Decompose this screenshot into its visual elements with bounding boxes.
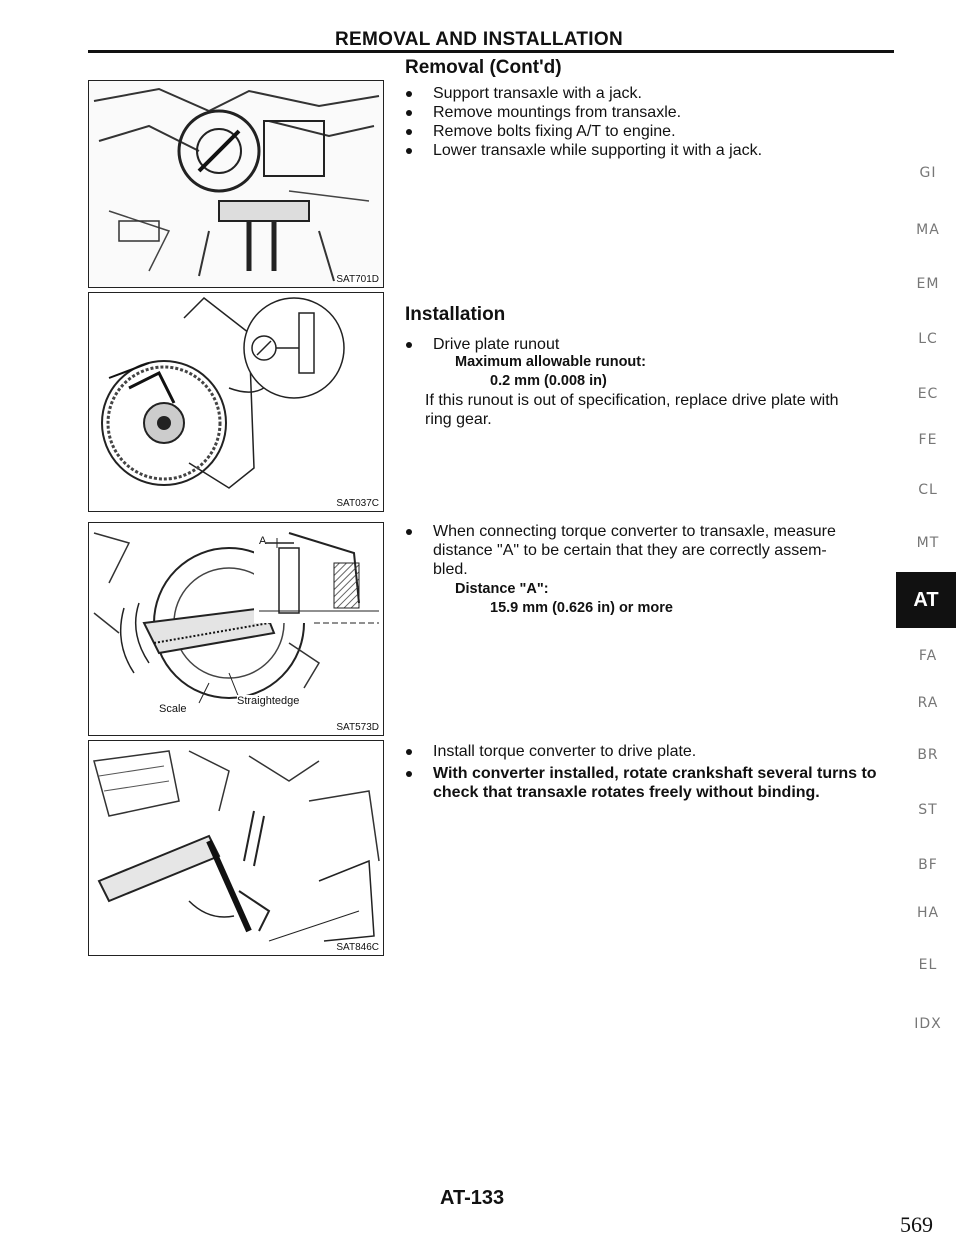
- transaxle-jack-illustration: [89, 81, 384, 288]
- distance-line1: When connecting torque converter to transaxle, measure: [433, 523, 836, 540]
- distance-spec-value: 15.9 mm (0.626 in) or more: [490, 600, 673, 616]
- label-straightedge: Straightedge: [237, 695, 300, 707]
- install-bullet2-line1: With converter installed, rotate crankshaft several turns to: [433, 765, 877, 782]
- list-item: Support transaxle with a jack.: [403, 84, 883, 103]
- tab-em[interactable]: EM: [916, 276, 940, 292]
- tab-ra[interactable]: RA: [917, 695, 939, 711]
- converter-install-illustration: [89, 741, 384, 956]
- tab-idx[interactable]: IDX: [914, 1016, 942, 1032]
- list-item: Drive plate runout: [403, 335, 893, 354]
- tab-fa[interactable]: FA: [918, 648, 938, 664]
- tab-ma[interactable]: MA: [916, 222, 940, 238]
- tab-at-active[interactable]: AT: [896, 572, 956, 628]
- tab-el[interactable]: EL: [918, 957, 938, 973]
- distance-line2: distance "A" to be certain that they are correctly assem-: [433, 542, 827, 559]
- list-item: Remove mountings from transaxle.: [403, 103, 883, 122]
- label-a: A: [259, 535, 267, 547]
- distance-line3: bled.: [433, 561, 468, 578]
- tab-mt[interactable]: MT: [916, 535, 940, 551]
- page-header-title: REMOVAL AND INSTALLATION: [335, 29, 623, 50]
- removal-bullet-list: [403, 84, 883, 160]
- header-rule: [88, 50, 894, 53]
- figure-code: SAT573D: [336, 722, 379, 733]
- tab-br[interactable]: BR: [917, 747, 939, 763]
- figure-distance-a-measurement: [88, 522, 384, 736]
- removal-section-title: Removal (Cont'd): [405, 57, 562, 78]
- install-bullet2-line2: check that transaxle rotates freely without binding.: [433, 784, 820, 801]
- install-bullet-list: [403, 742, 898, 802]
- figure-transaxle-jack: [88, 80, 384, 288]
- tab-lc[interactable]: LC: [918, 331, 938, 347]
- runout-spec-value: 0.2 mm (0.008 in): [490, 373, 607, 389]
- runout-note-line2: ring gear.: [425, 411, 492, 428]
- list-item: [403, 764, 898, 802]
- tab-gi[interactable]: GI: [919, 165, 937, 181]
- figure-code: SAT701D: [336, 274, 379, 285]
- distance-bullet: [403, 522, 898, 579]
- tab-cl[interactable]: CL: [918, 482, 938, 498]
- list-item: [403, 522, 898, 579]
- tab-ha[interactable]: HA: [916, 905, 940, 921]
- figure-converter-install: [88, 740, 384, 956]
- runout-note-line1: If this runout is out of specification, replace drive plate with: [425, 392, 839, 409]
- distance-spec-label: Distance "A":: [455, 581, 549, 597]
- figure-drive-plate-runout: [88, 292, 384, 512]
- footer-page-number: 569: [900, 1212, 933, 1237]
- label-scale: Scale: [159, 703, 187, 715]
- figure-code: SAT846C: [336, 942, 379, 953]
- list-item: Remove bolts fixing A/T to engine.: [403, 122, 883, 141]
- tab-st[interactable]: ST: [918, 802, 938, 818]
- tab-fe[interactable]: FE: [918, 432, 938, 448]
- figure-code: SAT037C: [336, 498, 379, 509]
- list-item: Lower transaxle while supporting it with a jack.: [403, 141, 883, 160]
- runout-bullet: [403, 335, 893, 354]
- installation-section-title: Installation: [405, 304, 506, 325]
- tab-ec[interactable]: EC: [917, 386, 939, 402]
- tab-bf[interactable]: BF: [918, 857, 938, 873]
- list-item: Install torque converter to drive plate.: [403, 742, 898, 761]
- footer-section-code: AT-133: [440, 1187, 505, 1209]
- drive-plate-illustration: [89, 293, 384, 512]
- runout-spec-label: Maximum allowable runout:: [455, 354, 646, 370]
